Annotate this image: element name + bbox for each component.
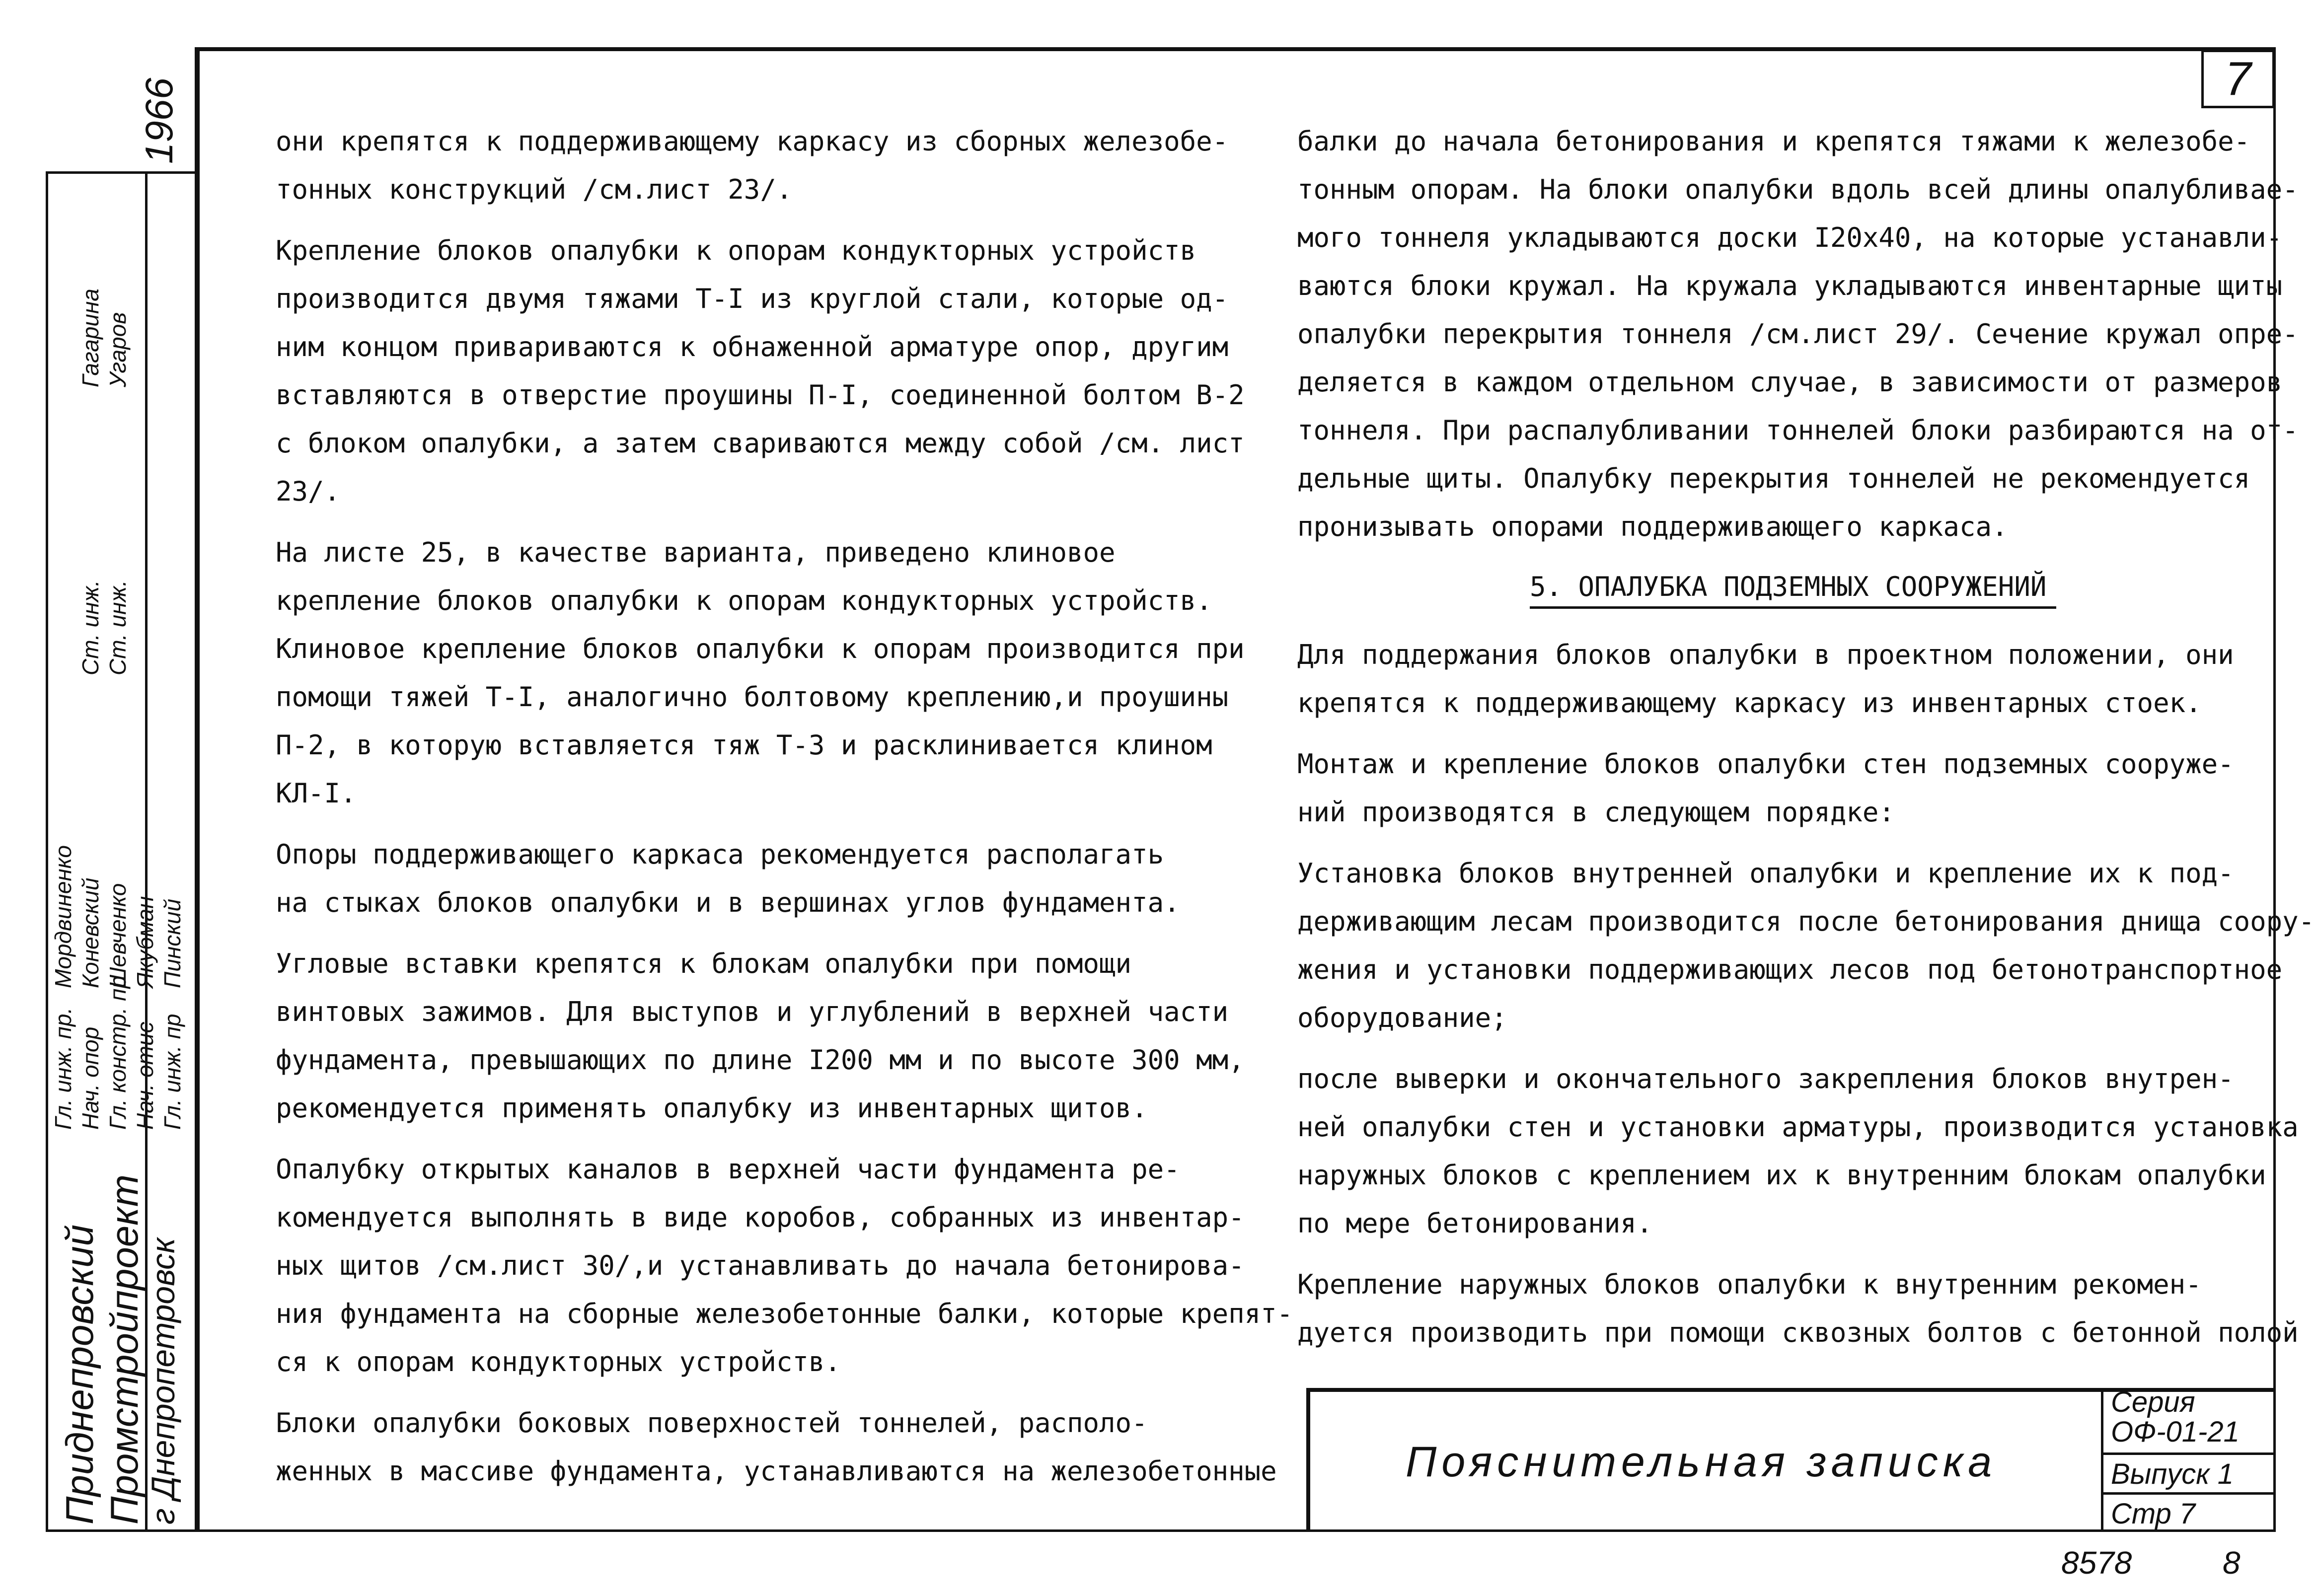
stamp-name: Угаров [105,312,131,387]
text-line: Опоры поддерживающего каркаса рекомендуется располагать [276,839,1164,870]
text-line: помощи тяжей Т-I, аналогично болтовому креплению,и проушины [276,681,1229,713]
text-line: наружных блоков с креплением их к внутренним блокам опалубки [1297,1160,2266,1191]
title-block-divider [2101,1388,2103,1532]
text-line: пронизывать опорами поддерживающего каркаса. [1297,511,2008,542]
title-block-rule [2101,1492,2276,1495]
text-line: деляется в каждом отдельном случае, в зависимости от размеров [1297,366,2283,398]
text-line: производится двумя тяжами Т-I из круглой стали, которые од- [276,283,1229,314]
text-line: Для поддержания блоков опалубки в проектном положении, они [1297,639,2234,670]
text-line: они крепятся к поддерживающему каркасу из сборных железобе- [276,126,1229,157]
text-line: П-2, в которую вставляется тяж Т-3 и расклинивается клином [276,729,1212,761]
text-line: На листе 25, в качестве варианта, приведено клиновое [276,537,1116,568]
text-line: с блоком опалубки, а затем свариваются между собой /см. лист [276,428,1245,459]
text-line: ния фундамента на сборные железобетонные балки, которые крепят- [276,1298,1293,1329]
text-line: фундамента, превышающих по длине I200 мм и по высоте 300 мм, [276,1044,1245,1076]
text-line: балки до начала бетонирования и крепятся тяжами к железобе- [1297,126,2250,157]
series-code: ОФ-01-21 [2111,1416,2240,1448]
text-line: ним концом привариваются к обнаженной арматуре опор, другим [276,331,1229,363]
text-line: женных в массиве фундамента, устанавливаются на железобетонные [276,1455,1277,1487]
stamp-role: Гл. инж. пр. [50,1007,76,1130]
text-line: крепление блоков опалубки к опорам кондукторных устройств. [276,585,1212,616]
stamp-org: Приднепровский [58,1225,101,1524]
stamp-name: Якубман [132,896,158,988]
footer-number: 8 [2223,1545,2241,1581]
document-title: Пояснительная записка [1406,1438,1997,1486]
stamp-name: Шевченко [105,883,131,988]
page-number: Стр 7 [2111,1498,2196,1530]
stamp-role: Ст. инж. [77,580,103,675]
text-line: ней опалубки стен и установки арматуры, производится установка [1297,1111,2299,1143]
text-line: Установка блоков внутренней опалубки и крепление их к под- [1297,858,2234,889]
text-line: оборудование; [1297,1002,1507,1033]
text-line: Крепление наружных блоков опалубки к внутренним рекомен- [1297,1269,2202,1300]
text-line: Угловые вставки крепятся к блокам опалубки при помощи [276,948,1132,979]
stamp-year: 1966 [137,77,181,164]
text-line: ваются блоки кружал. На кружала укладываются инвентарные щиты [1297,270,2283,301]
text-line: 23/. [276,476,341,507]
stamp-name: Гагарина [77,289,103,387]
right-text-column-bottom [1297,631,2315,1357]
stamp-city: г Днепропетровск [145,1237,181,1524]
stamp-role: Ст. инж. [105,580,131,675]
stamp-role: Гл. инж. пр [159,1014,185,1130]
text-line: вставляются в отверстие проушины П-I, соединенной болтом В-2 [276,379,1245,411]
text-line: тоннеля. При распалубливании тоннелей блоки разбираются на от- [1297,415,2299,446]
text-line: жения и установки поддерживающих лесов под бетонотранспортное [1297,954,2283,985]
text-line: ных щитов /см.лист 30/,и устанавливать до начала бетонирова- [276,1250,1245,1281]
text-line: на стыках блоков опалубки и в вершинах углов фундамента. [276,887,1180,918]
text-line: мого тоннеля укладываются доски I20x40, на которые устанавли- [1297,222,2283,253]
text-line: Монтаж и крепление блоков опалубки стен подземных сооруже- [1297,748,2234,780]
text-line: после выверки и окончательного закрепления блоков внутрен- [1297,1063,2234,1094]
stamp-role: Гл. констр. пр [105,976,131,1130]
footer-code: 8578 [2061,1545,2132,1581]
stamp-org2: Промстройпроект [102,1174,146,1524]
text-line: ний производятся в следующем порядке: [1297,797,1895,828]
text-line: ся к опорам кондукторных устройств. [276,1346,841,1378]
text-line: дельные щиты. Опалубку перекрытия тоннелей не рекомендуется [1297,463,2250,494]
text-line: винтовых зажимов. Для выступов и углублений в верхней части [276,996,1229,1027]
title-block-rule [2101,1452,2276,1455]
stamp-role: Нач. опор [77,1026,103,1130]
text-line: Блоки опалубки боковых поверхностей тоннелей, располо- [276,1407,1148,1439]
text-line: Крепление блоков опалубки к опорам кондукторных устройств [276,235,1196,266]
text-line: рекомендуется применять опалубку из инвентарных щитов. [276,1092,1148,1124]
text-line: крепятся к поддерживающему каркасу из инвентарных стоек. [1297,687,2202,719]
text-line: по мере бетонирования. [1297,1208,1653,1239]
left-text-column [276,117,1293,1495]
text-line: опалубки перекрытия тоннеля /см.лист 29/. Сечение кружал опре- [1297,318,2299,350]
right-text-column-top [1297,117,2299,551]
text-line: Клиновое крепление блоков опалубки к опорам производится при [276,633,1245,664]
text-line: тонным опорам. На блоки опалубки вдоль всей длины опалубливае- [1297,174,2299,205]
section-heading: 5. ОПАЛУБКА ПОДЗЕМНЫХ СООРУЖЕНИЙ [1530,571,2056,609]
issue-number: Выпуск 1 [2111,1458,2234,1490]
sheet-number: 7 [2201,50,2275,108]
series-label: Серия [2111,1386,2195,1418]
text-line: держивающим лесам производится после бетонирования днища соору- [1297,906,2315,937]
stamp-name: Коневский [77,877,103,988]
text-line: комендуется выполнять в виде коробов, собранных из инвентар- [276,1202,1245,1233]
text-line: тонных конструкций /см.лист 23/. [276,174,793,205]
text-line: Опалубку открытых каналов в верхней части фундамента ре- [276,1154,1180,1185]
text-line: дуется производить при помощи сквозных болтов с бетонной полой [1297,1317,2299,1348]
text-line: КЛ-I. [276,778,357,809]
stamp-name: Мордвиненко [50,845,76,988]
stamp-role: Нач. отис [132,1021,158,1130]
stamp-name: Пинский [159,898,185,988]
